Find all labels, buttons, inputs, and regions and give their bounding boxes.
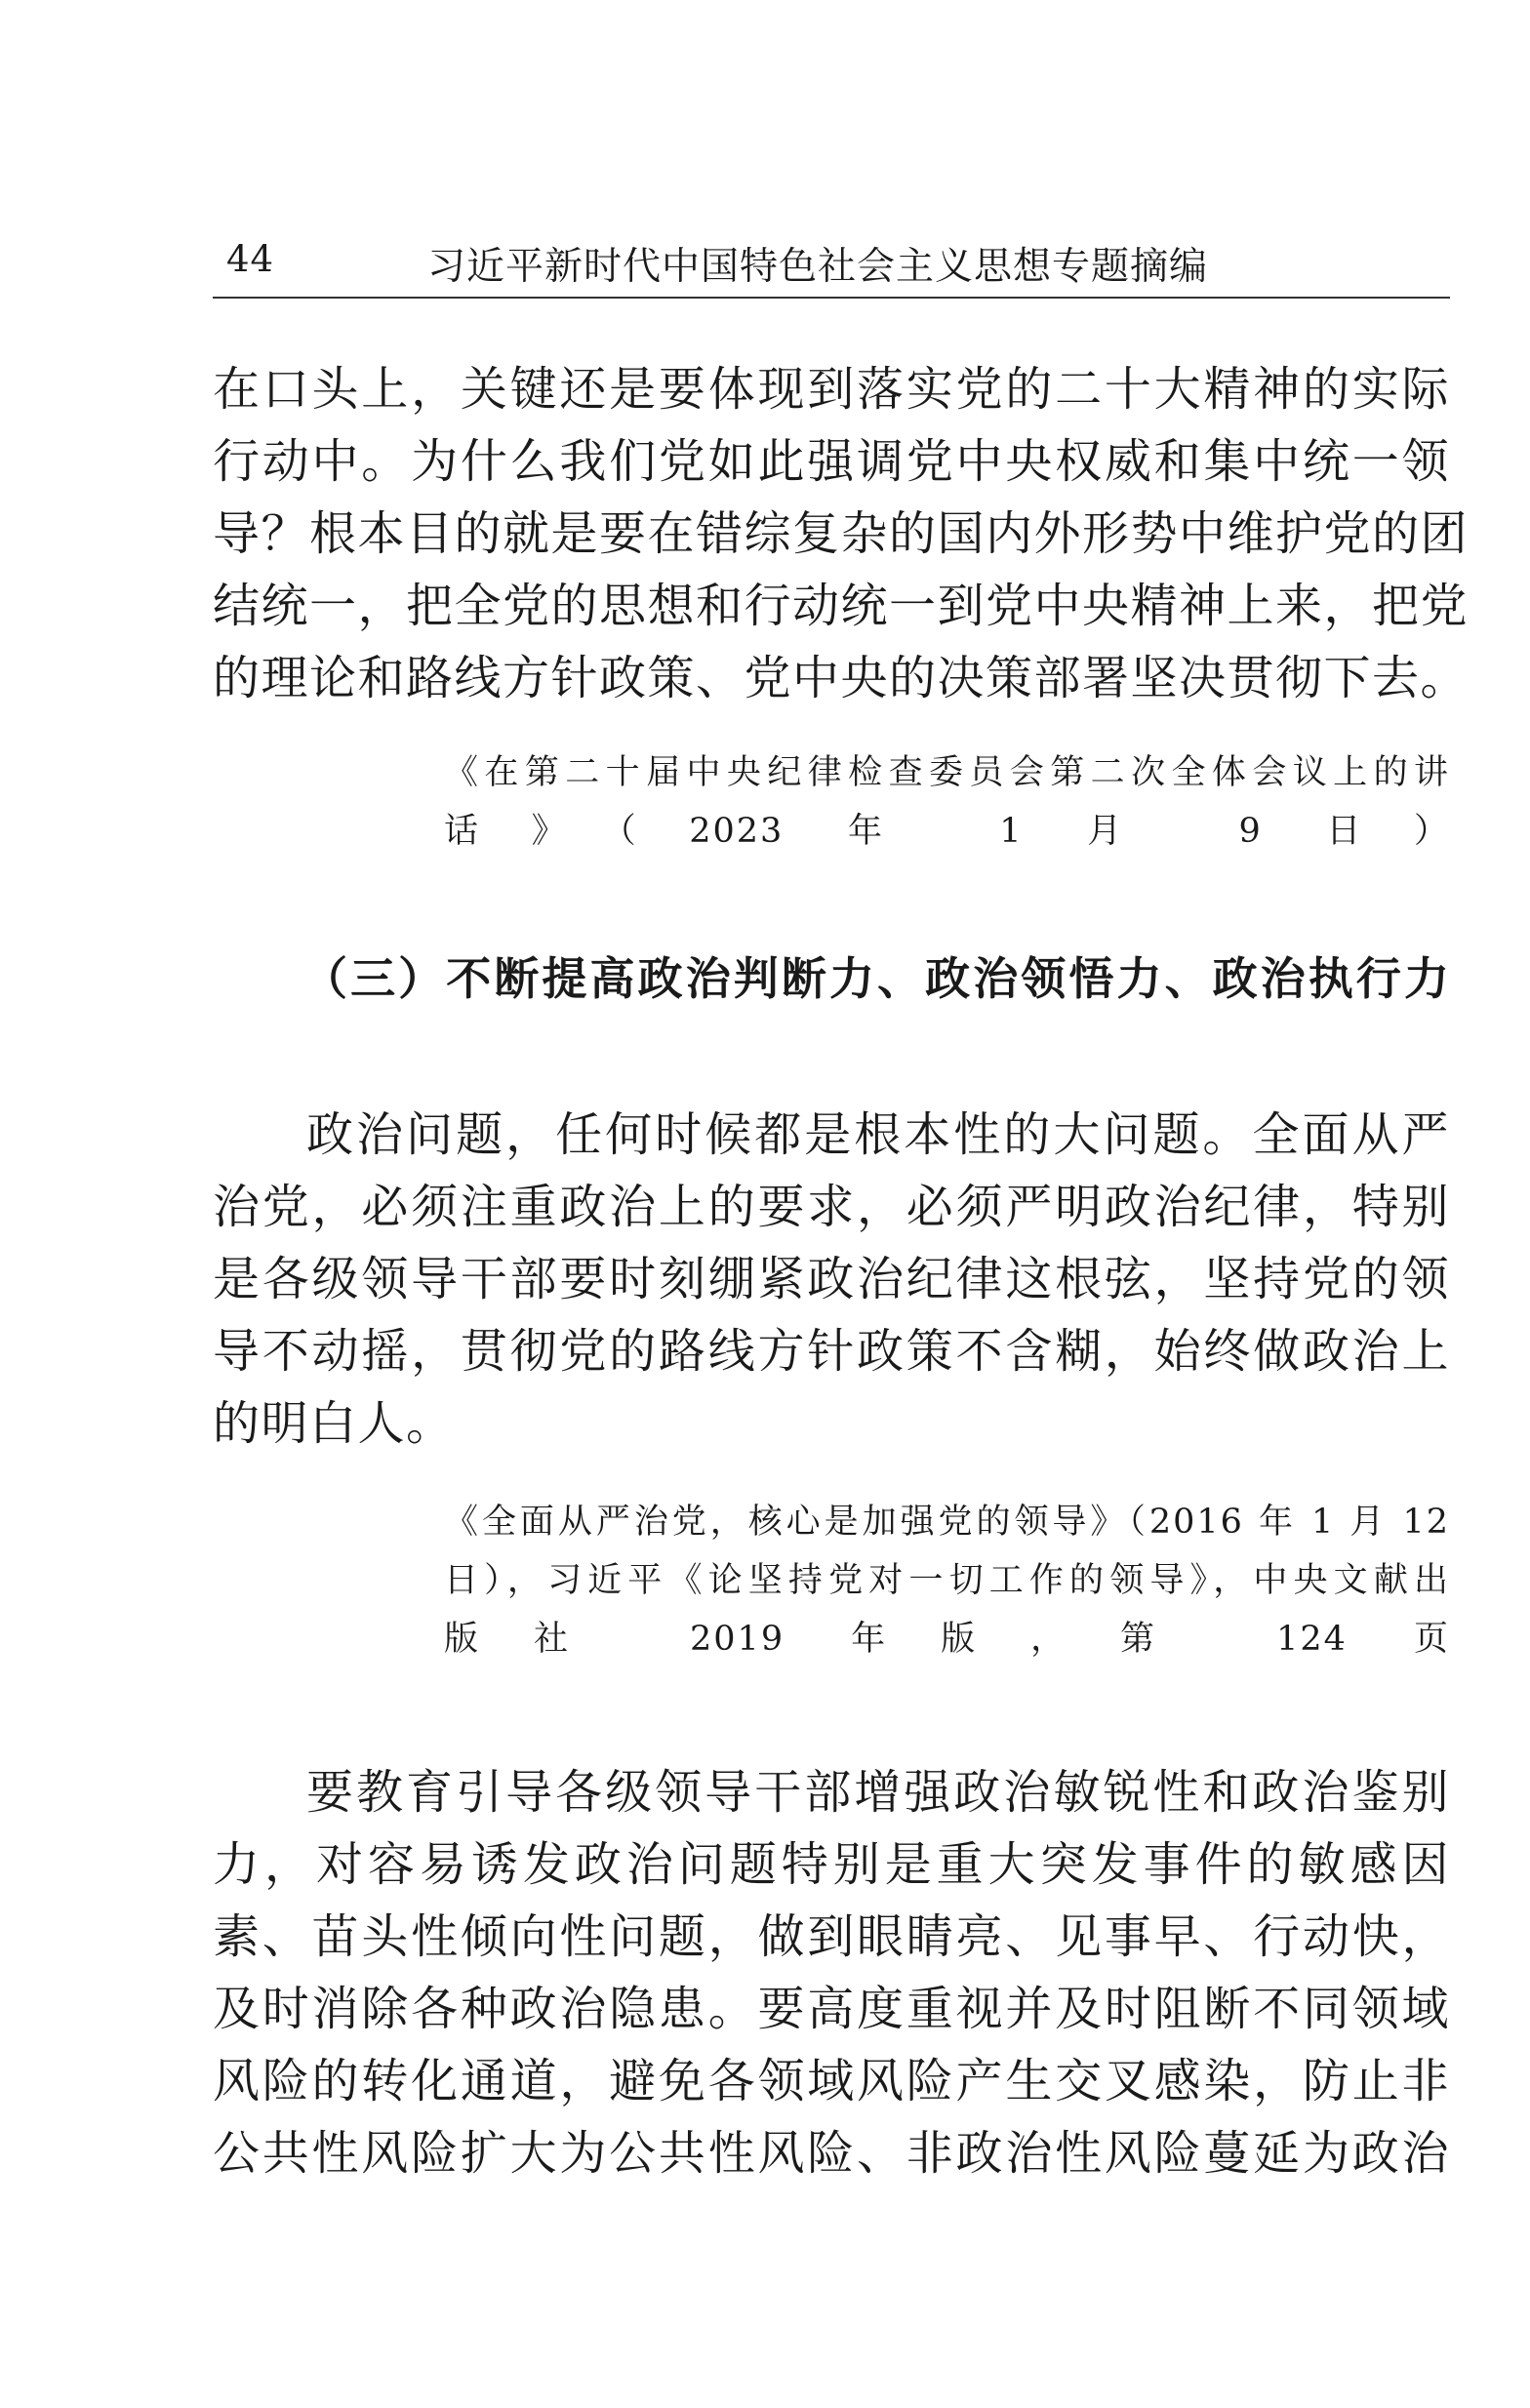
running-title: 习近平新时代中国特色社会主义思想专题摘编 (427, 245, 1209, 289)
paragraph-line: 公共性风险扩大为公共性风险、非政治性风险蔓延为政治 (213, 2126, 1450, 2181)
citation-line: 话》（2023 年 1 月 9 日） (444, 812, 1450, 851)
paragraph-line: 结统一，把全党的思想和行动统一到党中央精神上来，把党 (213, 579, 1470, 633)
running-header (213, 232, 1450, 291)
paragraph-line: 的理论和路线方针政策、党中央的决策部署坚决贯彻下去。 (213, 651, 1470, 705)
paragraph-line: 导？根本目的就是要在错综复杂的国内外形势中维护党的团 (213, 506, 1470, 561)
paragraph-line: 是各级领导干部要时刻绷紧政治纪律这根弦，坚持党的领 (213, 1252, 1450, 1306)
citation-line: 《全面从严治党，核心是加强党的领导》（2016 年 1 月 12 (444, 1503, 1450, 1542)
paragraph-line: 素、苗头性倾向性问题，做到眼睛亮、见事早、行动快， (213, 1909, 1450, 1964)
header-rule (213, 297, 1450, 299)
citation-line: 《在第二十届中央纪律检查委员会第二次全体会议上的讲 (444, 753, 1450, 792)
paragraph-line: 要教育引导各级领导干部增强政治敏锐性和政治鉴别 (306, 1765, 1450, 1820)
page-number: 44 (226, 238, 275, 280)
paragraph-line: 政治问题，任何时候都是根本性的大问题。全面从严 (306, 1107, 1450, 1162)
paragraph-line: 的明白人。 (213, 1396, 455, 1451)
citation-line: 日），习近平《论坚持党对一切工作的领导》，中央文献出 (444, 1561, 1450, 1600)
citation-line: 版社 2019 年版，第 124 页 (444, 1620, 1450, 1659)
paragraph-line: 力，对容易诱发政治问题特别是重大突发事件的敏感因 (213, 1837, 1450, 1892)
paragraph-line: 导不动摇，贯彻党的路线方针政策不含糊，始终做政治上 (213, 1324, 1450, 1379)
paragraph-line: 治党，必须注重政治上的要求，必须严明政治纪律，特别 (213, 1180, 1450, 1234)
paragraph-line: 风险的转化通道，避免各领域风险产生交叉感染，防止非 (213, 2054, 1450, 2108)
paragraph-line: 行动中。为什么我们党如此强调党中央权威和集中统一领 (213, 434, 1450, 489)
paragraph-line: 及时消除各种政治隐患。要高度重视并及时阻断不同领域 (213, 1982, 1450, 2036)
section-heading: （三）不断提高政治判断力、政治领悟力、政治执行力 (302, 952, 1450, 1005)
paragraph-line: 在口头上，关键还是要体现到落实党的二十大精神的实际 (213, 362, 1450, 417)
